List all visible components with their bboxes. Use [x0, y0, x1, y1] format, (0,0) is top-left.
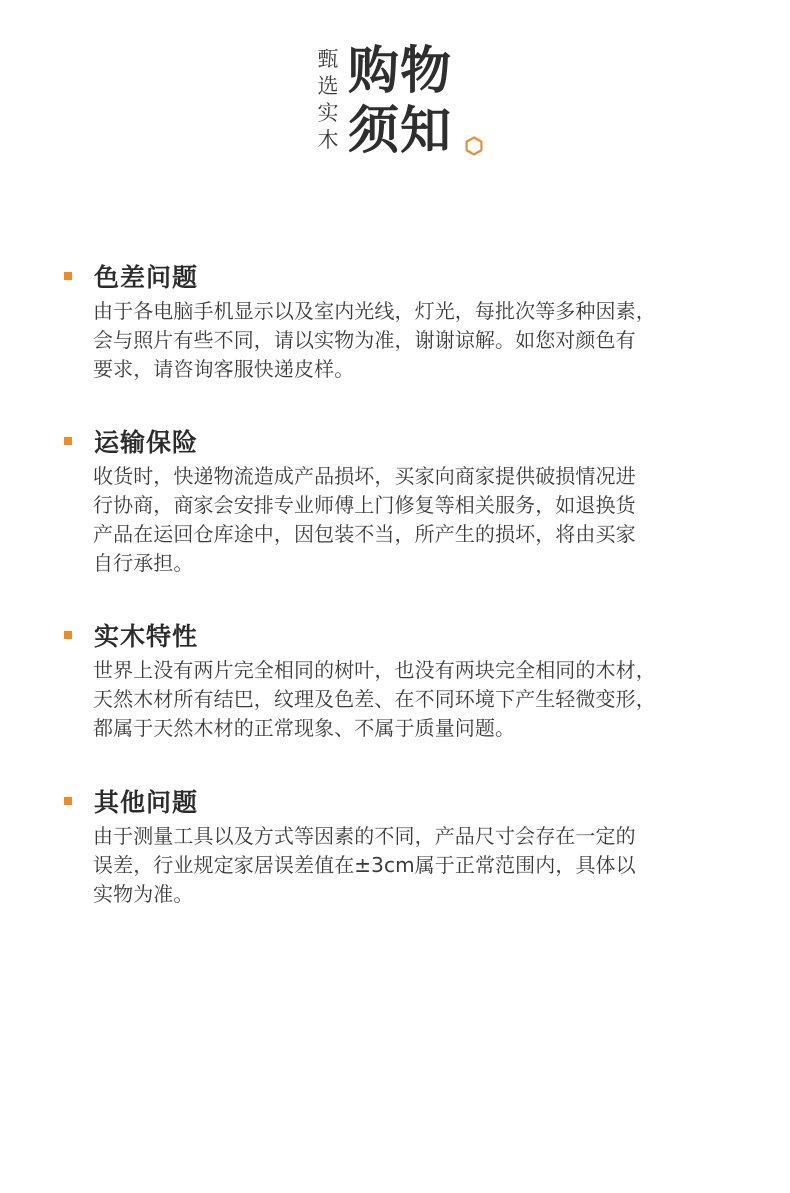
square-bullet-icon — [64, 631, 72, 639]
body-line: 误差，行业规定家居误差值在±3cm属于正常范围内，具体以 — [93, 853, 636, 877]
body-line: 会与照片有些不同，请以实物为准，谢谢谅解。如您对颜色有 — [93, 328, 636, 352]
subtitle-char: 实 — [317, 101, 339, 125]
section-title: 其他问题 — [94, 788, 199, 817]
section-other-issues — [64, 784, 744, 909]
subtitle-char: 选 — [317, 74, 339, 98]
square-bullet-icon — [64, 797, 72, 805]
section-title: 运输保险 — [94, 428, 199, 457]
body-line: 由于各电脑手机显示以及室内光线，灯光，每批次等多种因素， — [93, 299, 656, 323]
section-shipping-insurance — [64, 424, 744, 578]
page-header — [0, 0, 790, 170]
section-header — [64, 618, 744, 652]
page-title-line-1: 购物 — [348, 42, 453, 101]
hexagon-outline-icon — [463, 135, 485, 157]
body-line: 世界上没有两片完全相同的树叶，也没有两块完全相同的木材， — [93, 658, 656, 682]
body-line: 产品在运回仓库途中，因包装不当，所产生的损坏，将由买家 — [93, 522, 636, 546]
body-line: 收货时，快递物流造成产品损坏，买家向商家提供破损情况进 — [93, 464, 636, 488]
body-line: 行协商，商家会安排专业师傅上门修复等相关服务，如退换货 — [93, 493, 636, 517]
body-line: 自行承担。 — [93, 551, 194, 575]
square-bullet-icon — [64, 272, 72, 280]
section-body — [93, 656, 744, 743]
section-header — [64, 784, 744, 818]
vertical-subtitle — [315, 46, 341, 154]
square-bullet-icon — [64, 437, 72, 445]
body-line: 实物为准。 — [93, 882, 194, 906]
section-header — [64, 259, 744, 293]
section-body — [93, 822, 744, 909]
section-title: 色差问题 — [94, 263, 199, 292]
subtitle-char: 甄 — [317, 47, 339, 71]
section-body — [93, 297, 744, 384]
body-line: 要求，请咨询客服快递皮样。 — [93, 357, 355, 381]
section-header — [64, 424, 744, 458]
section-title: 实木特性 — [94, 622, 199, 651]
body-line: 都属于天然木材的正常现象、不属于质量问题。 — [93, 716, 516, 740]
page-title-line-2: 须知 — [348, 102, 453, 161]
section-solid-wood-properties — [64, 618, 744, 743]
body-line: 天然木材所有结巴，纹理及色差、在不同环境下产生轻微变形， — [93, 687, 656, 711]
section-body — [93, 462, 744, 578]
subtitle-char: 木 — [317, 128, 339, 152]
body-line: 由于测量工具以及方式等因素的不同，产品尺寸会存在一定的 — [93, 824, 636, 848]
section-color-difference — [64, 259, 744, 384]
